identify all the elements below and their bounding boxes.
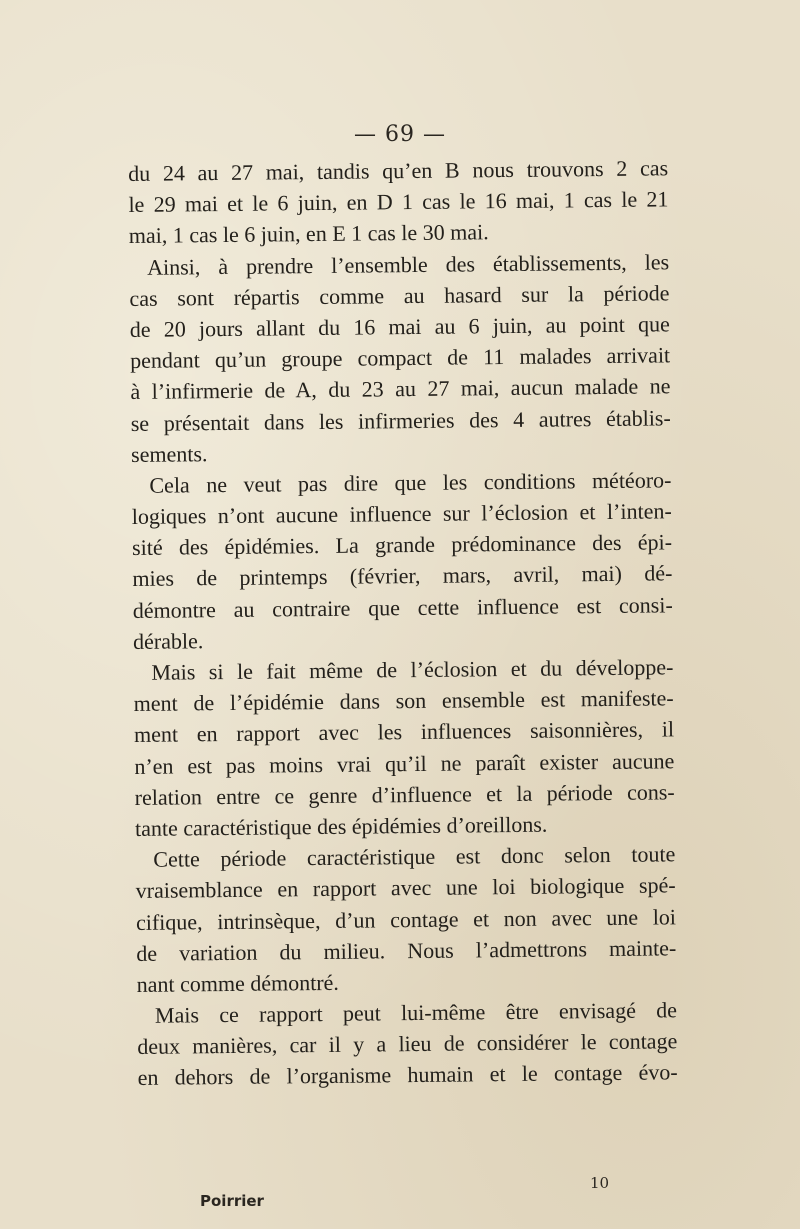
text-line: Mais ce rapport peut lui-même être envisagé de xyxy=(154,997,678,1028)
text-line: relation entre ce genre d’influence et la période cons- xyxy=(134,779,675,810)
text-line: sements. xyxy=(130,440,208,467)
text-line: mies de printemps (février, mars, avril, mai) dé- xyxy=(132,560,673,592)
text-line: cifique, intrinsèque, d’un contage et non avec une loi xyxy=(135,903,677,935)
text-line: cas sont répartis comme au hasard sur la période xyxy=(129,280,670,311)
text-line: à l’infirmerie de A, du 23 au 27 mai, aucun malade ne xyxy=(130,373,671,405)
text-line: ment de l’épidémie dans son ensemble est manifeste- xyxy=(133,685,674,717)
text-line: Cette période caractéristique est donc selon toute xyxy=(153,841,676,872)
text-line: démontre au contraire que cette influence est consi- xyxy=(132,591,673,623)
text-line: deux manières, car il y a lieu de considérer le contage xyxy=(137,1028,678,1060)
text-line: sité des épidémies. La grande prédominance des épi- xyxy=(131,529,673,561)
sheet-number: 10 xyxy=(590,1174,610,1192)
text-line: Mais si le fait même de l’éclosion et du développe- xyxy=(151,654,674,685)
page-number: — 69 — xyxy=(354,122,446,147)
text-line: nant comme démontré. xyxy=(136,969,339,997)
text-line: logiques n’ont aucune influence sur l’éclosion et l’inten- xyxy=(131,498,672,530)
body-text xyxy=(128,152,678,1093)
text-line: en dehors de l’organisme humain et le contage évo- xyxy=(137,1059,678,1091)
text-line: Ainsi, à prendre l’ensemble des établissements, les xyxy=(147,248,670,280)
text-line: se présentait dans les infirmeries des 4 autres établis- xyxy=(130,404,671,436)
text-line: tante caractéristique des épidémies d’oreillons. xyxy=(134,811,548,841)
text-line: dérable. xyxy=(132,628,204,654)
text-line: Cela ne veut pas dire que les conditions météoro- xyxy=(149,467,672,498)
text-line: vraisemblance en rapport avec une loi biologique spé- xyxy=(135,872,676,904)
text-line: le 29 mai et le 6 juin, en D 1 cas le 16 mai, 1 cas le 21 xyxy=(128,186,669,218)
text-line: mai, 1 cas le 6 juin, en E 1 cas le 30 mai. xyxy=(128,219,489,249)
text-line: du 24 au 27 mai, tandis qu’en B nous trouvons 2 cas xyxy=(128,155,669,186)
text-line: de 20 jours allant du 16 mai au 6 juin, au point que xyxy=(129,311,670,342)
text-line: pendant qu’un groupe compact de 11 malades arrivait xyxy=(129,342,671,374)
footer-signature: Poirrier xyxy=(200,1192,264,1210)
text-line: ment en rapport avec les influences saisonnières, il xyxy=(133,716,675,748)
text-line: de variation du milieu. Nous l’admettrons mainte- xyxy=(136,934,677,966)
text-line: n’en est pas moins vrai qu’il ne paraît exister aucune xyxy=(134,747,675,779)
